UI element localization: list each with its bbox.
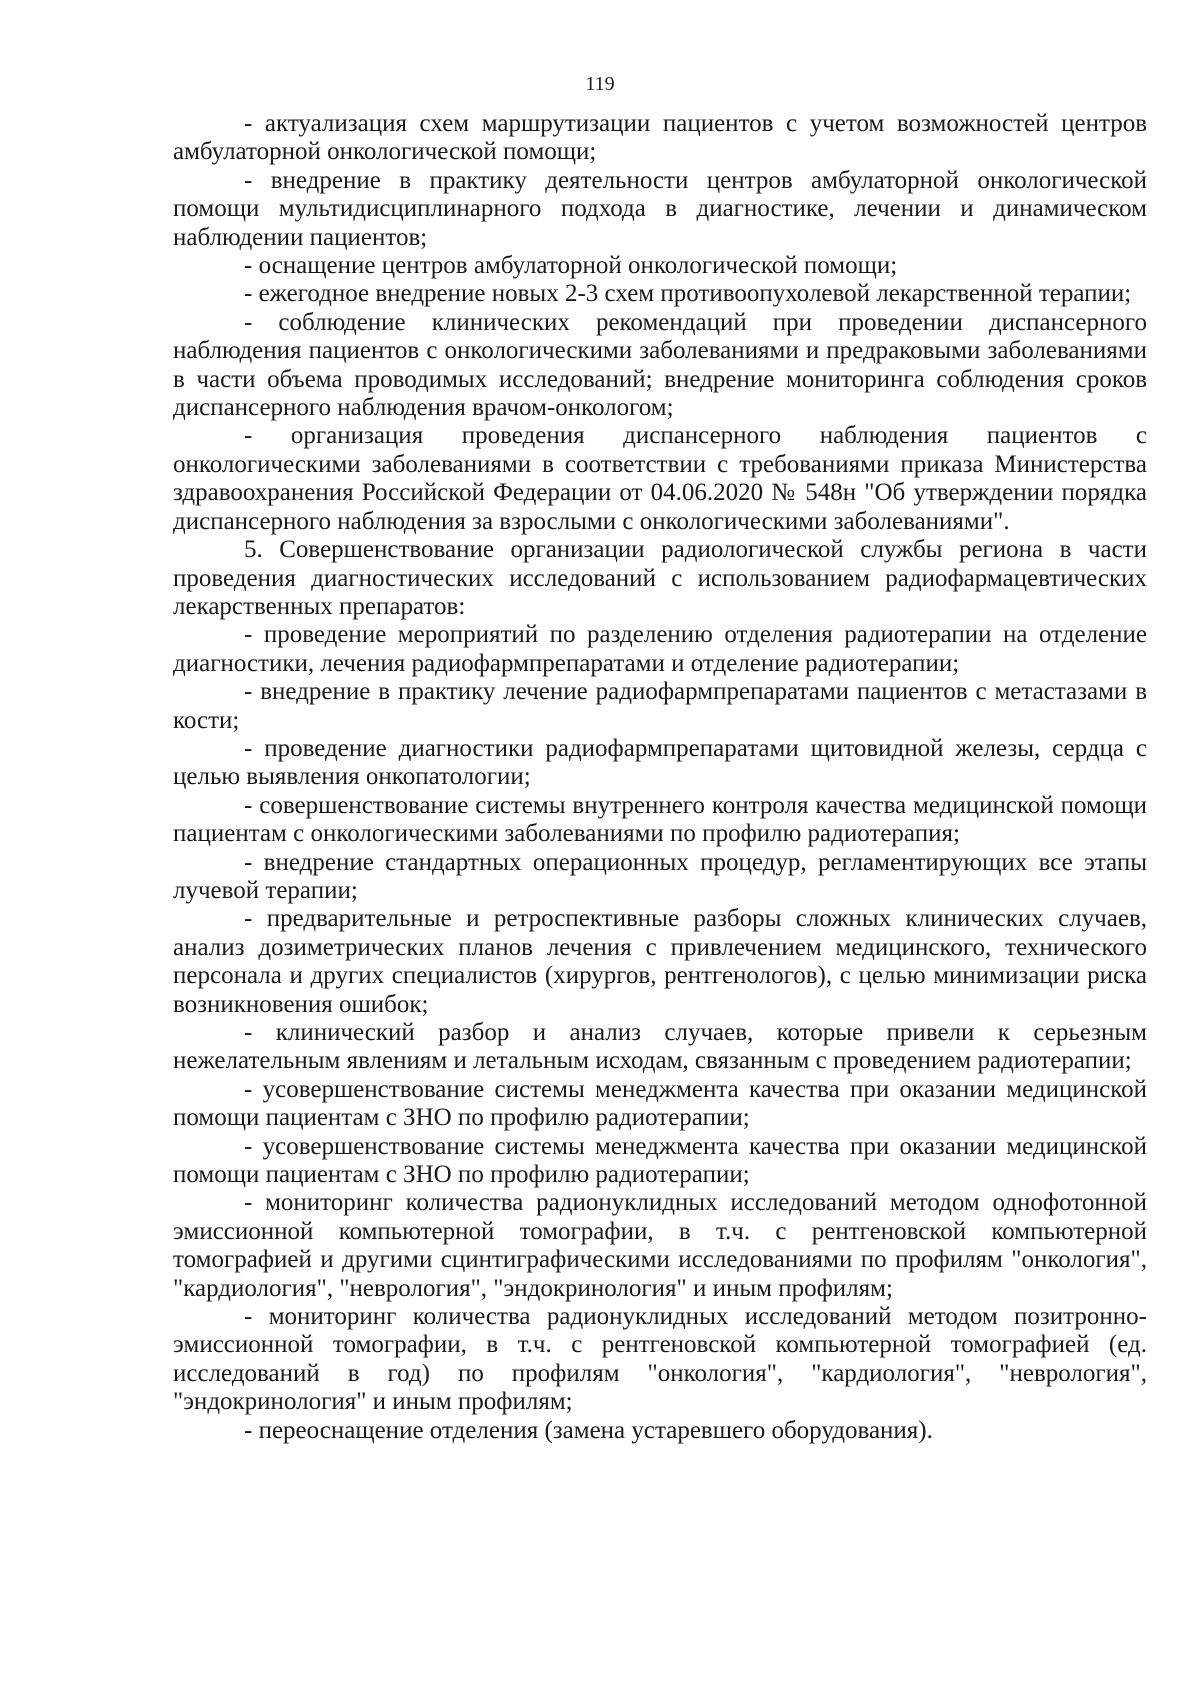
paragraph-case-reviews: - предварительные и ретроспективные разборы сложных клинических случаев, анализ дозиметрических планов лечения с привлечением медицинского, технического персонала и других специалистов (хирургов, рентгенологов), с целью минимизации риска возникновения ошибок; — [173, 905, 1147, 1018]
paragraph-department-division: - проведение мероприятий по разделению отделения радиотерапии на отделение диагностики, лечения радиофармпрепаратами и отделение радиотерапии; — [173, 621, 1147, 677]
paragraph-new-therapy-schemes: - ежегодное внедрение новых 2-3 схем противоопухолевой лекарственной терапии; — [244, 280, 1132, 308]
paragraph-multidisciplinary-approach: - внедрение в практику деятельности центров амбулаторной онкологической помощи мультидисциплинарного подхода в диагностике, лечении и динамическом наблюдении пациентов; — [173, 166, 1147, 251]
page-number: 119 — [585, 73, 615, 95]
paragraph-bone-metastases-treatment: - внедрение в практику лечение радиофармпрепаратами пациентов с метастазами в кости; — [173, 678, 1147, 734]
paragraph-adverse-events-analysis: - клинический разбор и анализ случаев, которые привели к серьезным нежелательным явлениям и летальным исходам, связанным с проведением радиотерапии; — [173, 1019, 1147, 1075]
paragraph-radiology-service-heading: 5. Совершенствование организации радиологической службы региона в части проведения диагностических исследований с использованием радиофармацевтических лекарственных препаратов: — [173, 536, 1147, 620]
paragraph-standard-procedures: - внедрение стандартных операционных процедур, регламентирующих все этапы лучевой терапии; — [173, 848, 1147, 904]
paragraph-pet-monitoring: - мониторинг количества радионуклидных исследований методом позитронно-эмиссионной томографии, в т.ч. с рентгеновской компьютерной томографией (ед. исследований в год) по профилям "онкология", "кардиология", "неврология", "эндокринология" и иным профилям; — [173, 1303, 1147, 1416]
paragraph-routing-schemes: - актуализация схем маршрутизации пациентов с учетом возможностей центров амбулаторной онкологической помощи; — [173, 110, 1147, 166]
paragraph-dispensary-observation: - организация проведения диспансерного наблюдения пациентов с онкологическими заболеваниями в соответствии с требованиями приказа Министерства здравоохранения Российской Федерации от 04.06.2020 № 548н "Об утверждении порядка диспансерного наблюдения за взрослыми с онкологическими заболеваниями". — [173, 422, 1147, 535]
paragraph-thyroid-heart-diagnostics: - проведение диагностики радиофармпрепаратами щитовидной железы, сердца с целью выявления онкопатологии; — [173, 734, 1147, 791]
paragraph-clinical-recommendations: - соблюдение клинических рекомендаций при проведении диспансерного наблюдения пациентов с онкологическими заболеваниями и предраковыми заболеваниями в части объема проводимых исследований; внедрение мониторинга соблюдения сроков диспансерного наблюдения врачом-онкологом; — [173, 308, 1147, 422]
paragraph-quality-management-2: - усовершенствование системы менеджмента качества при оказании медицинской помощи пациентам с ЗНО по профилю радиотерапии; — [173, 1132, 1147, 1189]
document-body — [173, 110, 1147, 1445]
paragraph-re-equipment: - переоснащение отделения (замена устаревшего оборудования). — [244, 1416, 933, 1444]
paragraph-spect-monitoring: - мониторинг количества радионуклидных исследований методом однофотонной эмиссионной компьютерной томографии, в т.ч. с рентгеновской компьютерной томографией и другими сцинтиграфическими исследованиями по профилям "онкология", "кардиология", "неврология", "эндокринология" и иным профилям; — [173, 1189, 1147, 1302]
paragraph-equipping-centers: - оснащение центров амбулаторной онкологической помощи; — [244, 252, 898, 280]
paragraph-quality-management-1: - усовершенствование системы менеджмента качества при оказании медицинской помощи пациентам с ЗНО по профилю радиотерапии; — [173, 1075, 1147, 1132]
paragraph-internal-quality-control: - совершенствование системы внутреннего контроля качества медицинской помощи пациентам с онкологическими заболеваниями по профилю радиотерапия; — [173, 791, 1147, 848]
